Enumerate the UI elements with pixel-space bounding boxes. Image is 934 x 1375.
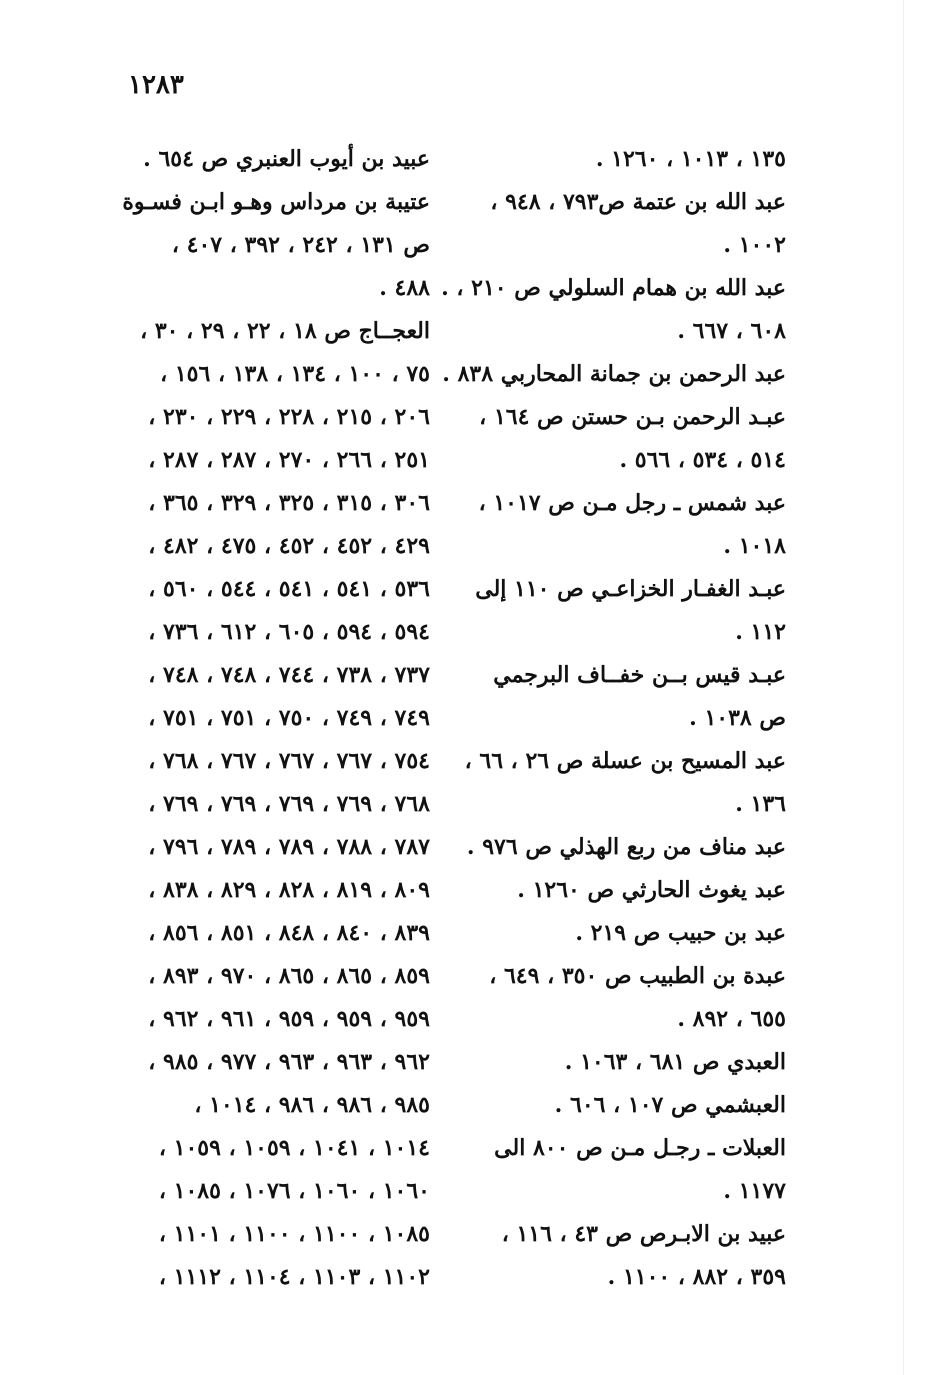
index-line: ١٠١٤ ، ١٠٤١ ، ١٠٥٩ ، ١٠٥٩ ، — [158, 1135, 430, 1161]
index-line: العبشمي ص ١٠٧ ، ٦٠٦ . — [554, 1092, 786, 1118]
index-line: عبـد قيس بــن خفــاف البرجمي — [493, 662, 786, 688]
index-line: ص ١٠٣٨ . — [689, 705, 786, 731]
index-line: ٩٨٥ ، ٩٨٦ ، ٩٨٦ ، ١٠١٤ ، — [194, 1092, 430, 1118]
index-line: عبد الله بن عتمة ص٧٩٣ ، ٩٤٨ ، — [490, 189, 786, 215]
index-line: ٦٠٨ ، ٦٦٧ . — [677, 318, 786, 344]
index-line: ص ١٣١ ، ٢٤٢ ، ٣٩٢ ، ٤٠٧ ، — [171, 232, 430, 258]
index-line: ٧٥ ، ١٠٠ ، ١٣٤ ، ١٣٨ ، ١٥٦ ، — [160, 361, 430, 387]
index-line: عبد الله بن همام السلولي ص ٢١٠ ، . — [441, 275, 786, 301]
index-column-left — [104, 138, 430, 1299]
page-number: ١٢٨٣ — [128, 70, 184, 100]
index-line: ٥٩٤ ، ٥٩٤ ، ٦٠٥ ، ٦١٢ ، ٧٣٦ ، — [148, 619, 430, 645]
index-line: ٨٣٩ ، ٨٤٠ ، ٨٤٨ ، ٨٥١ ، ٨٥٦ ، — [148, 920, 430, 946]
index-line: ١٠٨٥ ، ١١٠٠ ، ١١٠٠ ، ١١٠١ ، — [158, 1221, 430, 1247]
index-line: عبد شمس ـ رجل مـن ص ١٠١٧ ، — [478, 490, 786, 516]
index-line: ٧٨٧ ، ٧٨٨ ، ٧٨٩ ، ٧٨٩ ، ٧٩٦ ، — [148, 834, 430, 860]
index-line: ٩٦٢ ، ٩٦٣ ، ٩٦٣ ، ٩٧٧ ، ٩٨٥ ، — [148, 1049, 430, 1075]
index-line: عبدة بن الطبيب ص ٣٥٠ ، ٦٤٩ ، — [489, 963, 786, 989]
index-line: عبـد الغفـار الخزاعـي ص ١١٠ إلى — [475, 576, 786, 602]
index-line: ١١٢ . — [735, 619, 786, 645]
index-line: ٩٥٩ ، ٩٥٩ ، ٩٥٩ ، ٩٦١ ، ٩٦٢ ، — [148, 1006, 430, 1032]
index-line: ٢٠٦ ، ٢١٥ ، ٢٢٨ ، ٢٢٩ ، ٢٣٠ ، — [148, 404, 430, 430]
index-line: العجــاج ص ١٨ ، ٢٢ ، ٢٩ ، ٣٠ ، — [140, 318, 430, 344]
index-line: ١١٧٧ . — [723, 1178, 786, 1204]
index-line: ٧٥٤ ، ٧٦٧ ، ٧٦٧ ، ٧٦٧ ، ٧٦٨ ، — [148, 748, 430, 774]
index-line: عبد الرحمن بن جمانة المحاربي ٨٣٨ . — [442, 361, 786, 387]
index-line: ٥٣٦ ، ٥٤١ ، ٥٤١ ، ٥٤٤ ، ٥٦٠ ، — [148, 576, 430, 602]
index-line: ١٠٠٢ . — [723, 232, 786, 258]
index-line: ٧٦٨ ، ٧٦٩ ، ٧٦٩ ، ٧٦٩ ، ٧٦٩ ، — [148, 791, 430, 817]
index-line: ٧٤٩ ، ٧٤٩ ، ٧٥٠ ، ٧٥١ ، ٧٥١ ، — [148, 705, 430, 731]
index-line: ٣٥٩ ، ٨٨٢ ، ١١٠٠ . — [607, 1264, 786, 1290]
index-line: ١٣٥ ، ١٠١٣ ، ١٢٦٠ . — [595, 146, 786, 172]
index-line: عبد المسيح بن عسلة ص ٢٦ ، ٦٦ ، — [464, 748, 786, 774]
index-line: عتيبة بن مرداس وهـو ابـن فسـوة — [122, 189, 430, 215]
index-line: ١٠١٨ . — [723, 533, 786, 559]
index-line: ٦٥٥ ، ٨٩٢ . — [677, 1006, 786, 1032]
index-line: ٨٠٩ ، ٨١٩ ، ٨٢٨ ، ٨٢٩ ، ٨٣٨ ، — [148, 877, 430, 903]
index-line: العبدي ص ٦٨١ ، ١٠٦٣ . — [564, 1049, 786, 1075]
index-line: ١١٠٢ ، ١١٠٣ ، ١١٠٤ ، ١١١٢ ، — [158, 1264, 430, 1290]
index-line: ٢٥١ ، ٢٦٦ ، ٢٧٠ ، ٢٨٧ ، ٢٨٧ ، — [148, 447, 430, 473]
index-line: ٧٣٧ ، ٧٣٨ ، ٧٤٤ ، ٧٤٨ ، ٧٤٨ ، — [148, 662, 430, 688]
page-margin-rule — [903, 0, 904, 1375]
index-line: عبد يغوث الحارثي ص ١٢٦٠ . — [517, 877, 786, 903]
index-line: عبيد بن الابـرص ص ٤٣ ، ١١٦ ، — [501, 1221, 786, 1247]
index-line: ١٣٦ . — [735, 791, 786, 817]
index-line: ٣٠٦ ، ٣١٥ ، ٣٢٥ ، ٣٢٩ ، ٣٦٥ ، — [148, 490, 430, 516]
index-line: ١٠٦٠ ، ١٠٦٠ ، ١٠٧٦ ، ١٠٨٥ ، — [158, 1178, 430, 1204]
index-line: ٨٥٩ ، ٨٦٥ ، ٨٦٥ ، ٩٧٠ ، ٨٩٣ ، — [148, 963, 430, 989]
index-line: عبيد بن أيوب العنبري ص ٦٥٤ . — [143, 146, 430, 172]
index-line: ٤٢٩ ، ٤٥٢ ، ٤٥٢ ، ٤٧٥ ، ٤٨٢ ، — [148, 533, 430, 559]
index-line: عبـد الرحمن بـن حستن ص ١٦٤ ، — [479, 404, 786, 430]
index-line: ٤٨٨ . — [379, 275, 430, 301]
index-line: عبد بن حبيب ص ٢١٩ . — [575, 920, 786, 946]
index-column-right — [441, 138, 786, 1299]
index-line: عبد مناف من ربع الهذلي ص ٩٧٦ . — [466, 834, 786, 860]
index-line: العبلات ـ رجـل مـن ص ٨٠٠ الى — [494, 1135, 786, 1161]
index-line: ٥١٤ ، ٥٣٤ ، ٥٦٦ . — [619, 447, 786, 473]
